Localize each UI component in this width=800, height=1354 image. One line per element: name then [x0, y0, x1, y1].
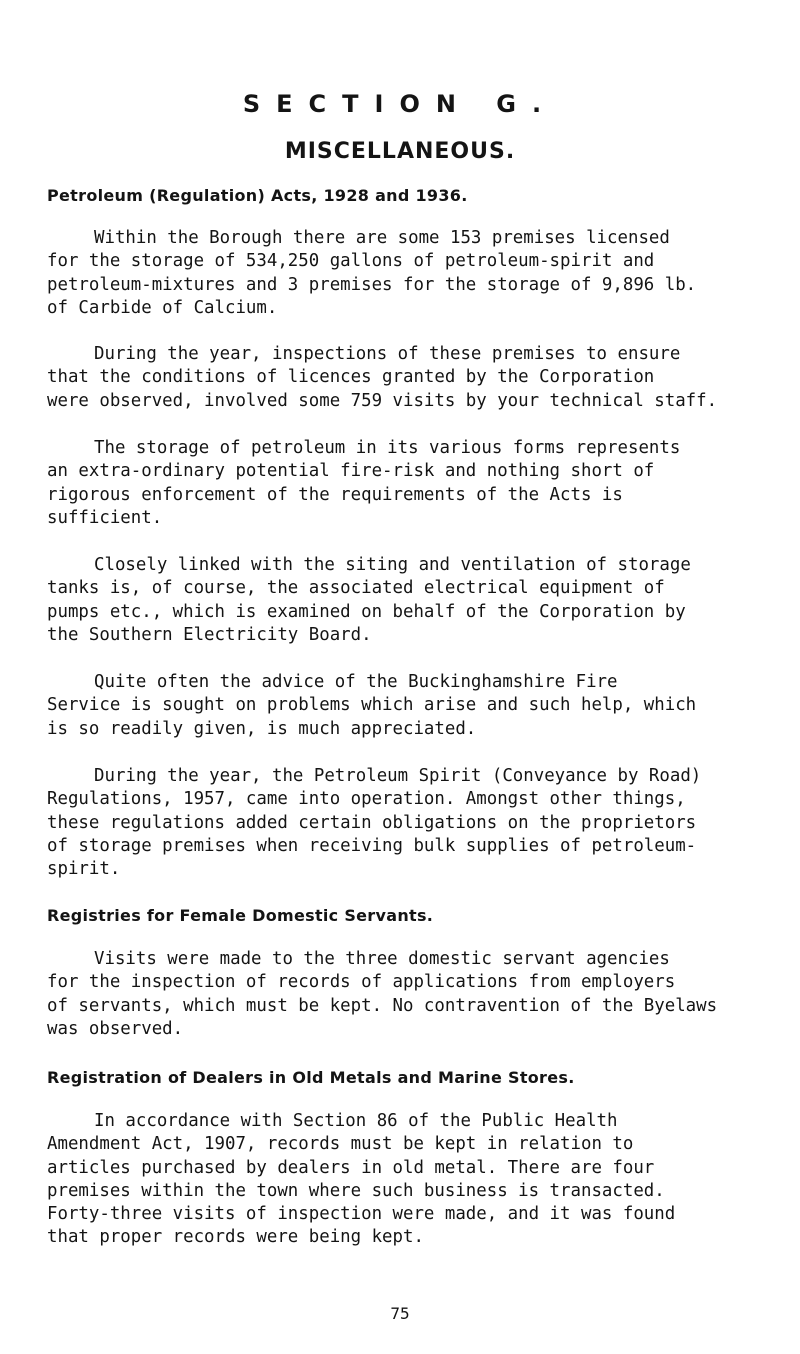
text-line: Regulations, 1957, came into operation. Amongst other things,: [47, 789, 686, 810]
paragraph-domestic-agencies: [47, 948, 777, 1041]
text-line: tanks is, of course, the associated electrical equipment of: [47, 578, 665, 599]
heading-registries: Registries for Female Domestic Servants.: [47, 906, 434, 925]
text-line: were observed, involved some 759 visits by your technical staff.: [47, 390, 718, 411]
page-number: 75: [390, 1304, 410, 1323]
text-line: sufficient.: [47, 507, 163, 528]
text-line: Quite often the advice of the Buckinghamshire Fire: [94, 672, 618, 692]
text-line: Within the Borough there are some 153 premises licensed: [94, 228, 670, 248]
text-line: Amendment Act, 1907, records must be kept in relation to: [47, 1134, 634, 1155]
text-line: these regulations added certain obligations on the proprietors: [47, 812, 697, 833]
text-line: is so readily given, is much appreciated.: [47, 718, 477, 739]
text-line: of servants, which must be kept. No contravention of the Byelaws: [47, 995, 718, 1016]
text-line: Visits were made to the three domestic servant agencies: [94, 949, 670, 969]
text-line: for the storage of 534,250 gallons of petroleum-spirit and: [47, 251, 655, 272]
text-line: petroleum-mixtures and 3 premises for the storage of 9,896 lb.: [47, 274, 697, 295]
text-line: of Carbide of Calcium.: [47, 297, 278, 318]
text-line: Service is sought on problems which arise and such help, which: [47, 695, 697, 716]
text-line: Forty-three visits of inspection were made, and it was found: [47, 1204, 676, 1225]
paragraph-inspections: [47, 343, 777, 413]
text-line: During the year, the Petroleum Spirit (Conveyance by Road): [94, 766, 702, 786]
text-line: pumps etc., which is examined on behalf of the Corporation by: [47, 601, 686, 622]
text-line: of storage premises when receiving bulk supplies of petroleum-: [47, 835, 697, 856]
section-subtitle: MISCELLANEOUS.: [284, 139, 516, 164]
paragraph-electrical-equipment: [47, 554, 777, 647]
paragraph-conveyance-regulations: [47, 765, 777, 881]
text-line: spirit.: [47, 859, 121, 880]
text-line: for the inspection of records of applications from employers: [47, 972, 676, 993]
heading-petroleum-acts: Petroleum (Regulation) Acts, 1928 and 1936.: [47, 186, 468, 205]
text-line: the Southern Electricity Board.: [47, 624, 372, 645]
text-line: In accordance with Section 86 of the Public Health: [94, 1111, 618, 1131]
text-line: that the conditions of licences granted by the Corporation: [47, 367, 655, 388]
paragraph-fire-risk: [47, 437, 777, 530]
text-line: During the year, inspections of these premises to ensure: [94, 344, 681, 364]
paragraph-old-metal-records: [47, 1110, 777, 1250]
text-line: The storage of petroleum in its various forms represents: [94, 438, 681, 458]
section-title: SECTION G.: [242, 90, 558, 118]
paragraph-fire-service: [47, 671, 777, 741]
text-line: an extra-ordinary potential fire-risk and nothing short of: [47, 461, 655, 482]
text-line: that proper records were being kept.: [47, 1227, 424, 1248]
text-line: was observed.: [47, 1018, 184, 1039]
text-line: rigorous enforcement of the requirements of the Acts is: [47, 484, 623, 505]
heading-old-metals-dealers: Registration of Dealers in Old Metals and Marine Stores.: [47, 1068, 575, 1087]
paragraph-licensed-premises: [47, 227, 777, 320]
text-line: Closely linked with the siting and ventilation of storage: [94, 555, 691, 575]
text-line: articles purchased by dealers in old metal. There are four: [47, 1157, 655, 1178]
text-line: premises within the town where such business is transacted.: [47, 1180, 665, 1201]
